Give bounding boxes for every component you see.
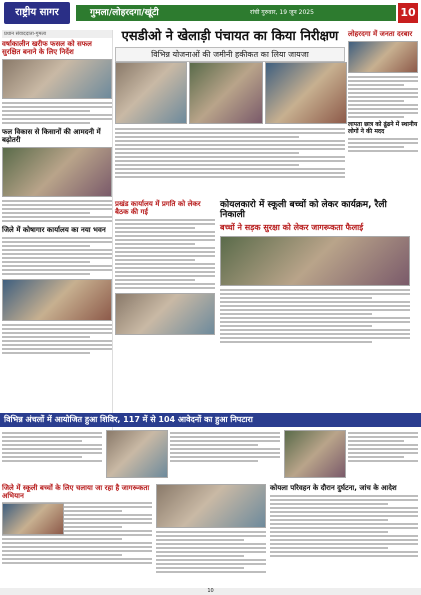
left-body-2 bbox=[2, 200, 112, 222]
left-byline: प्रधान संवाददाता-गुमला bbox=[2, 30, 112, 38]
bottom-left-story bbox=[2, 484, 152, 584]
wide-photo bbox=[220, 236, 410, 286]
main-story-body bbox=[115, 62, 345, 197]
left-photo-1 bbox=[2, 59, 112, 99]
main-photo-1 bbox=[115, 62, 187, 124]
mid-photo bbox=[115, 293, 215, 335]
left-body-4 bbox=[2, 324, 112, 354]
left-photo-3 bbox=[2, 279, 112, 321]
bottom-middle-story bbox=[156, 484, 266, 584]
masthead bbox=[0, 0, 421, 26]
main-story-header bbox=[115, 30, 345, 62]
main-subheadline: विभिन्न योजनाओं की जमीनी हकीकत का लिया जायजा bbox=[115, 47, 345, 62]
left-column bbox=[2, 30, 113, 460]
bottom-story-body bbox=[2, 430, 419, 480]
main-photo-3 bbox=[265, 62, 347, 124]
issue-date: रांची गुरुवार, 19 जून 2025 bbox=[250, 9, 314, 16]
section-title: गुमला/लोहरदगा/खूंटी bbox=[90, 8, 159, 18]
main-headline: एसडीओ ने खेलाड़ी पंचायत का किया निरीक्षण bbox=[121, 29, 339, 44]
footer bbox=[0, 588, 421, 595]
newspaper-logo: राष्ट्रीय सागर bbox=[4, 2, 70, 24]
bottom-right-story bbox=[270, 484, 418, 584]
right-column bbox=[348, 30, 418, 195]
right-body-2 bbox=[348, 138, 418, 152]
left-photo-2 bbox=[2, 147, 112, 197]
right-body bbox=[348, 76, 418, 118]
bottom-photo-1 bbox=[106, 430, 168, 478]
left-headline-1: वर्षाकालीन खरीफ फसल को सफल सुरक्षित बनाने के लिए निर्देश bbox=[2, 40, 92, 57]
wide-body bbox=[220, 289, 410, 343]
mid-body bbox=[115, 219, 215, 289]
left-headline-3: जिले में कोषागार कार्यालय का नया भवन bbox=[2, 226, 106, 235]
left-headline-2: फल विकास से किसानों की आमदनी में बढ़ोतरी bbox=[2, 128, 101, 145]
bottom-headline: विभिन्न अंचलों में आयोजित हुआ शिविर, 117 में से 104 आवेदनों का हुआ निपटारा bbox=[0, 413, 421, 427]
mid-headline: प्रखंड कार्यालय में प्रगति को लेकर बैठक की गई bbox=[115, 200, 201, 217]
left-body-3 bbox=[2, 237, 112, 275]
wide-headline: कोयलकारो में स्कूली बच्चों को लेकर कार्यक्रम, रैली निकाली bbox=[220, 200, 387, 221]
left-body-1 bbox=[2, 102, 112, 124]
main-story-text bbox=[115, 126, 345, 180]
bottom-right-headline: कोयला परिवहन के दौरान दुर्घटना, जांच के आदेश bbox=[270, 484, 397, 492]
footer-page-number: 10 bbox=[207, 588, 214, 594]
mid-column bbox=[115, 200, 215, 410]
wide-story bbox=[220, 200, 410, 410]
page-number: 10 bbox=[398, 3, 418, 23]
right-headline-2: लापता छात्र को ढूंढने में स्थानीय लोगों ने की मदद bbox=[348, 121, 418, 135]
bottom-left-headline: जिले में स्कूली बच्चों के लिए चलाया जा रहा है जागरूकता अभियान bbox=[2, 484, 150, 501]
wide-subheadline: बच्चों ने सड़क सुरक्षा को लेकर जागरूकता फैलाई bbox=[220, 222, 364, 232]
right-headline: लोहरदगा में जनता दरबार bbox=[348, 30, 413, 38]
right-photo bbox=[348, 41, 418, 73]
bottom-left-photo bbox=[2, 503, 64, 535]
bottom-photo-2 bbox=[284, 430, 346, 478]
main-photo-2 bbox=[189, 62, 263, 124]
bottom-middle-photo-1 bbox=[156, 484, 266, 528]
